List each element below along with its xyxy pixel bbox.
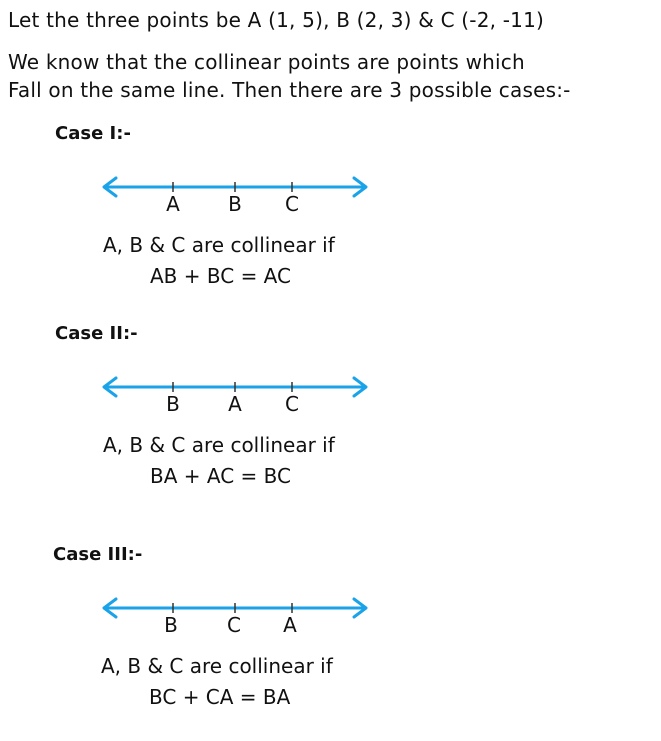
case-1-label-3: C [285,192,299,216]
case-3-condition-line-1: A, B & C are collinear if [101,654,333,678]
intro-line-2: We know that the collinear points are points which [8,50,525,74]
case-3-label-2: C [227,613,241,637]
case-2-label-1: B [166,392,180,416]
intro-line-3: Fall on the same line. Then there are 3 possible cases:- [8,78,571,102]
case-1-heading: Case I:- [55,123,131,144]
case-1-label-1: A [166,192,180,216]
case-3-label-1: B [164,613,178,637]
case-2-label-2: A [228,392,242,416]
intro-line-1: Let the three points be A (1, 5), B (2, 3) & C (-2, -11) [8,8,545,32]
case-3-condition-line-2: BC + CA = BA [149,685,291,709]
case-2-label-3: C [285,392,299,416]
case-1-label-2: B [228,192,242,216]
case-2-condition-line-2: BA + AC = BC [150,464,291,488]
case-2-heading: Case II:- [55,323,138,344]
case-2-condition-line-1: A, B & C are collinear if [103,433,335,457]
case-3-heading: Case III:- [53,544,143,565]
case-1-condition-line-2: AB + BC = AC [150,264,291,288]
case-3-label-3: A [283,613,297,637]
case-1-condition-line-1: A, B & C are collinear if [103,233,335,257]
